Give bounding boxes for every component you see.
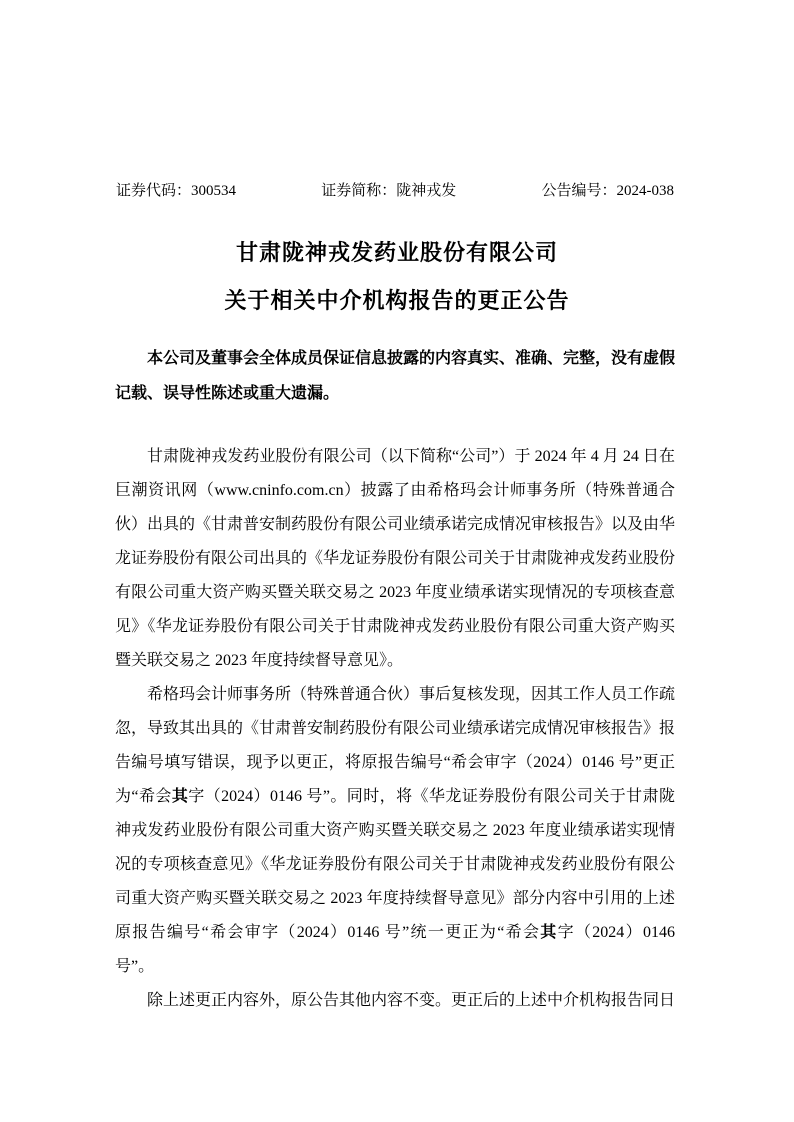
text-run: 希格玛会计师事务所（特殊普通合伙）事后复核发现，因其工作人员工作疏忽，导致其出具的《甘肃普安制药股份有限公司业绩承诺完成情况审核报告》报告编号填写错误，现予以更正，将原报告编号“希会审字（2024）0146 号”更正为“希会 [115, 686, 676, 805]
company-name-title: 甘肃陇神戎发药业股份有限公司 [235, 240, 558, 265]
document-body [115, 440, 675, 1018]
body-paragraph-disclosure [115, 440, 675, 678]
announcement-subtitle: 关于相关中介机构报告的更正公告 [224, 288, 570, 313]
document-header [116, 181, 674, 201]
text-run: 甘肃陇神戎发药业股份有限公司（以下简称“公司”）于 2024 年 4 月 24 日在巨潮资讯网（www.cninfo.com.cn）披露了由希格玛会计师事务所（特殊普通合伙）出具的《甘肃普安制药股份有限公司业绩承诺完成情况审核报告》以及由华龙证券股份有限公司出具的《华龙证券股份有限公司关于甘肃陇神戎发药业股份有限公司重大资产购买暨关联交易之 2023 年度业绩承诺实现情况的专项核查意见》《华龙证券股份有限公司关于甘肃陇神戎发药业股份有限公司重大资产购买暨关联交易之 2023 年度持续督导意见》。 [115, 448, 676, 669]
text-run: 字（2024）0146 号”。 [115, 924, 675, 975]
stock-code: 证券代码：300534 [116, 183, 237, 199]
corrected-character-bold: 其 [171, 788, 189, 805]
board-disclaimer: 本公司及董事会全体成员保证信息披露的内容真实、准确、完整，没有虚假记载、误导性陈述或重大遗漏。 [115, 350, 676, 402]
announcement-number: 公告编号：2024-038 [541, 183, 674, 199]
body-paragraph-closing [115, 984, 675, 1018]
body-paragraph-correction [115, 678, 675, 984]
stock-short-name: 证券简称：陇神戎发 [321, 183, 457, 199]
corrected-character-bold: 其 [540, 924, 558, 941]
text-run: 除上述更正内容外，原公告其他内容不变。更正后的上述中介机构报告同日 [147, 992, 676, 1009]
text-run: 字（2024）0146 号”。同时，将《华龙证券股份有限公司关于甘肃陇神戎发药业股份有限公司重大资产购买暨关联交易之 2023 年度业绩承诺实现情况的专项核查意见》《华龙证券股份有限公司关于甘肃陇神戎发药业股份有限公司重大资产购买暨关联交易之 2023 年度持续督导意见》部分内容中引用的上述原报告编号“希会审字（2024）0146 号”统一更正为“希会 [115, 788, 675, 941]
